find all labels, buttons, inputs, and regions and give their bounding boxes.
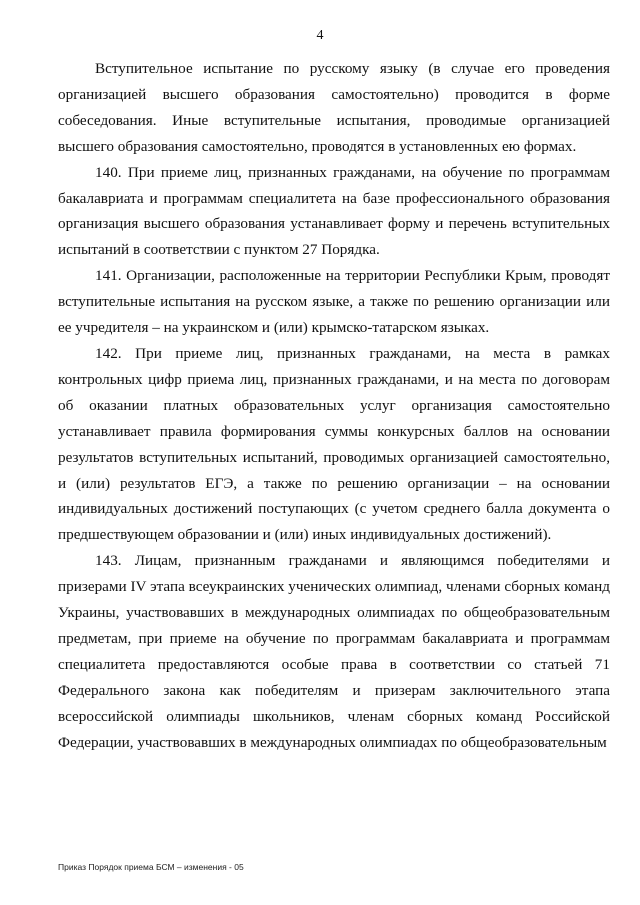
paragraph-140: 140. При приеме лиц, признанных гражданами, на обучение по программам бакалавриата и программам специалитета на базе профессионального образования организация высшего образования устанавливает форму и перечень вступительных испытаний в соответствии с пунктом 27 Порядка.	[58, 163, 610, 259]
paragraph-intro: Вступительное испытание по русскому языку (в случае его проведения организацией высшего образования самостоятельно) проводится в форме собеседования. Иные вступительные испытания, проводимые организацией высшего образования самостоятельно, проводятся в установленных ею формах.	[58, 60, 610, 155]
paragraph-141: 141. Организации, расположенные на территории Республики Крым, проводят вступительные испытания на русском языке, а также по решению организации или ее учредителя – на украинском и (или) крымско-татарском языках.	[58, 267, 610, 337]
document-footer: Приказ Порядок приема БСМ – изменения - 05	[58, 862, 244, 872]
paragraph-142: 142. При приеме лиц, признанных гражданами, на места в рамках контрольных цифр приема лиц, признанных гражданами, и на места по договорам об оказании платных образовательных услуг организация самостоятельно устанавливает правила формирования суммы конкурсных баллов на основании результатов вступительных испытаний, проводимых организацией самостоятельно, и (или) результатов ЕГЭ, а также по решению организации – на основании индивидуальных достижений поступающих (с учетом среднего балла документа о предшествующем образовании и (или) иных индивидуальных достижений).	[58, 344, 610, 544]
paragraph-143: 143. Лицам, признанным гражданами и являющимся победителями и призерами IV этапа всеукраинских ученических олимпиад, членами сборных команд Украины, участвовавших в международных олимпиадах по общеобразовательным предметам, при приеме на обучение по программам бакалавриата и программам специалитета предоставляются особые права в соответствии со статьей 71 Федерального закона как победителям и призерам заключительного этапа всероссийской олимпиады школьников, членам сборных команд Российской Федерации, участвовавших в международных олимпиадах по общеобразовательным	[58, 552, 610, 751]
page-number: 4	[316, 28, 324, 43]
document-body	[58, 56, 610, 755]
